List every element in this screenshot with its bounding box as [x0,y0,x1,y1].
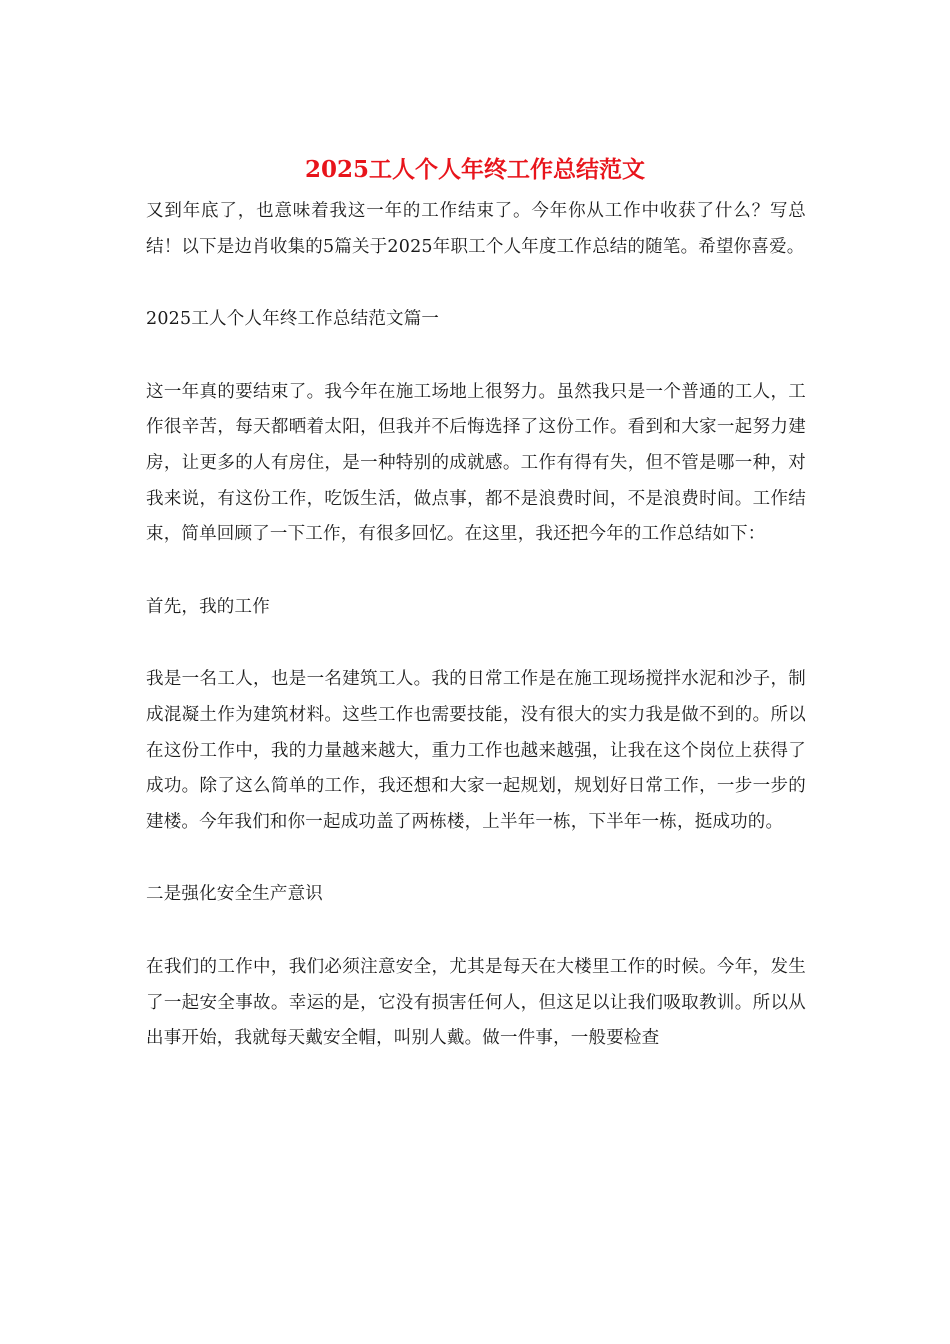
body-paragraph: 我是一名工人，也是一名建筑工人。我的日常工作是在施工现场搅拌水泥和沙子，制成混凝土作为建筑材料。这些工作也需要技能，没有很大的实力我是做不到的。所以在这份工作中，我的力量越来越大，重力工作也越来越强，让我在这个岗位上获得了成功。除了这么简单的工作，我还想和大家一起规划，规划好日常工作，一步一步的建楼。今年我们和你一起成功盖了两栋楼，上半年一栋，下半年一栋，挺成功的。 [146,669,806,832]
body-paragraph: 在我们的工作中，我们必须注意安全，尤其是每天在大楼里工作的时候。今年，发生了一起安全事故。幸运的是，它没有损害任何人，但这足以让我们吸取教训。所以从出事开始，我就每天戴安全帽，叫别人戴。做一件事，一般要检查 [146,956,806,1049]
document-body [146,194,806,1094]
section-heading-my-work: 首先，我的工作 [146,596,270,617]
section-heading-safety: 二是强化安全生产意识 [146,884,323,905]
document-title: 2025工人个人年终工作总结范文 [304,156,645,183]
intro-paragraph: 又到年底了，也意味着我这一年的工作结束了。今年你从工作中收获了什么？写总结！以下是边肖收集的5篇关于2025年职工个人年度工作总结的随笔。希望你喜爱。 [146,201,806,257]
section-heading-part-one: 2025工人个人年终工作总结范文篇一 [146,309,440,330]
body-paragraph: 这一年真的要结束了。我今年在施工场地上很努力。虽然我只是一个普通的工人，工作很辛苦，每天都晒着太阳，但我并不后悔选择了这份工作。看到和大家一起努力建房，让更多的人有房住，是一种特别的成就感。工作有得有失，但不管是哪一种，对我来说，有这份工作，吃饭生活，做点事，都不是浪费时间，不是浪费时间。工作结束，简单回顾了一下工作，有很多回忆。在这里，我还把今年的工作总结如下： [146,381,806,545]
